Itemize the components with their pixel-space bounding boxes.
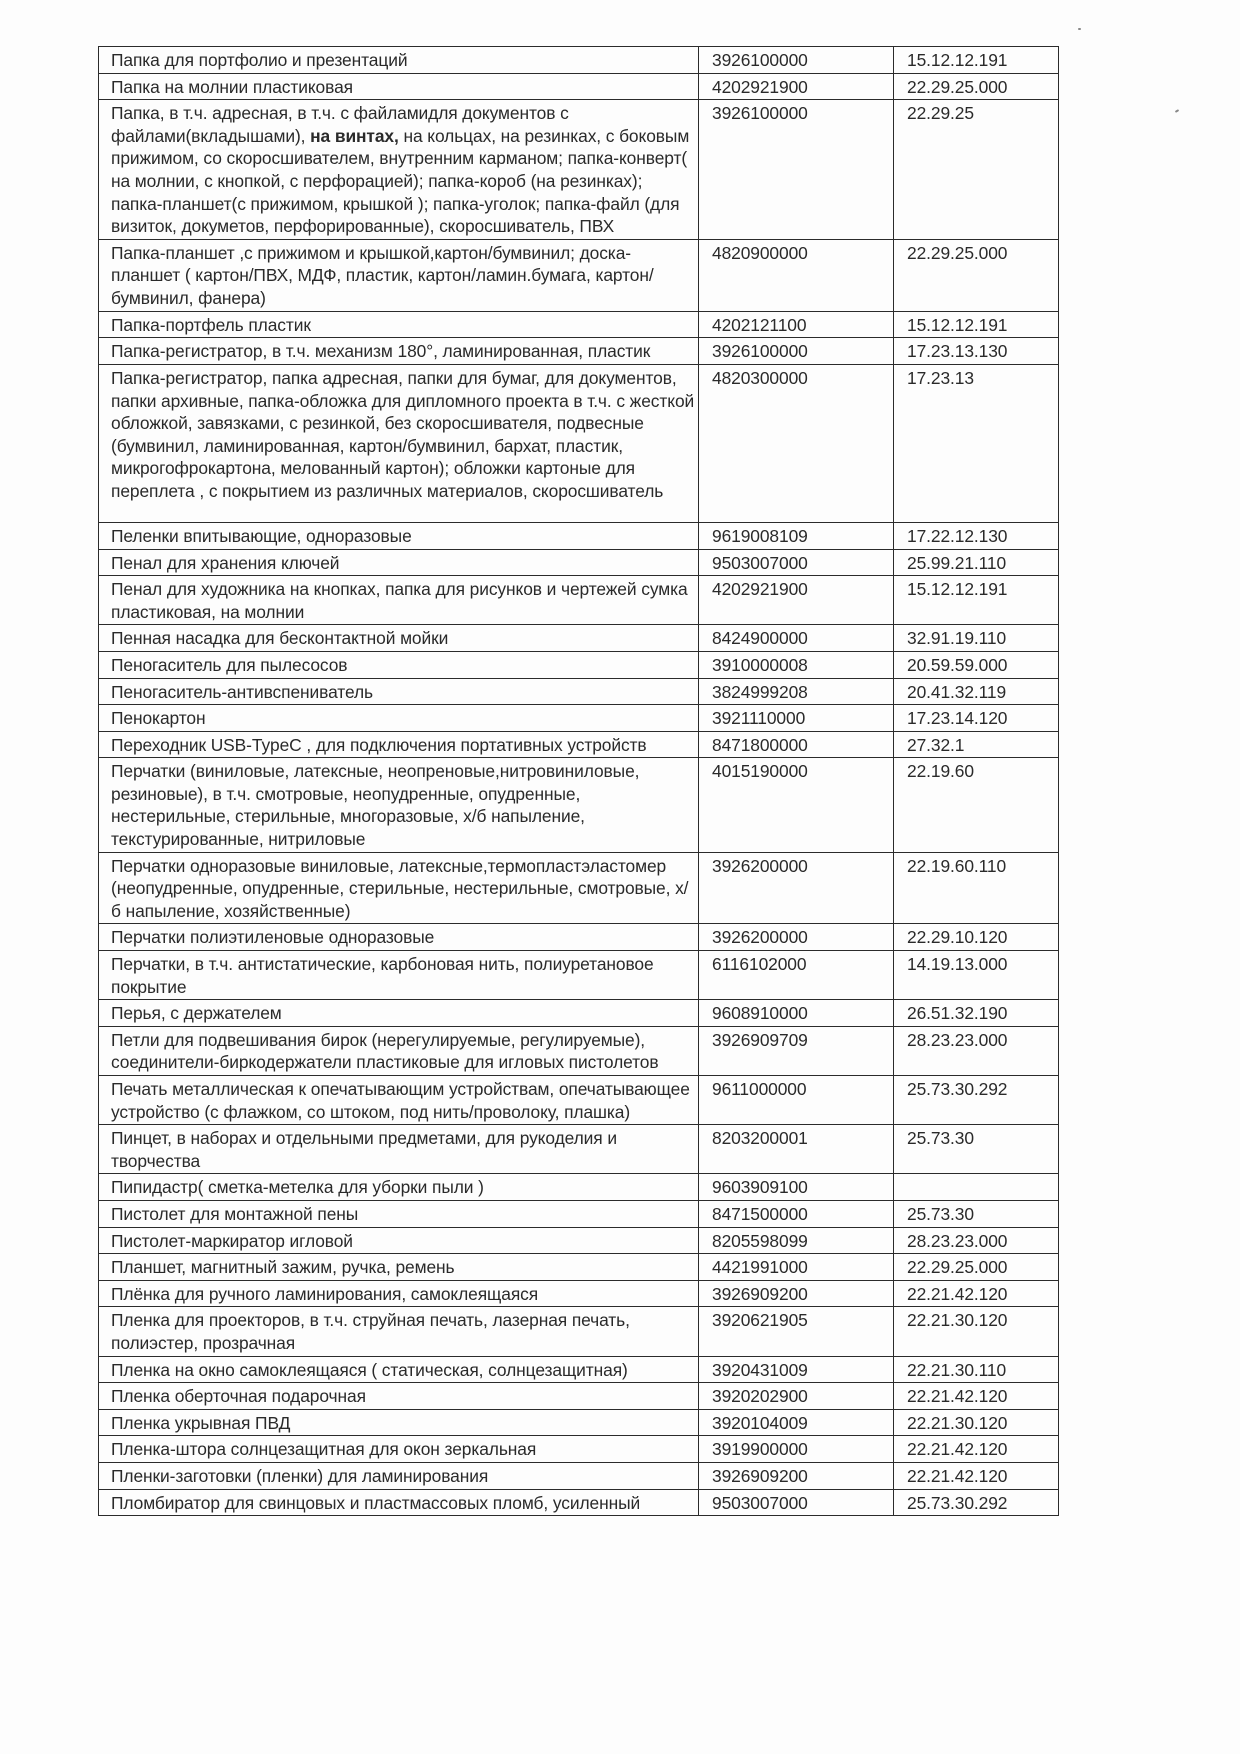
table-row (99, 852, 1059, 924)
tnved-code-cell: 9619008109 (699, 522, 894, 549)
okpd2-code-cell: 17.23.14.120 (894, 705, 1059, 732)
tnved-code-cell: 3920104009 (699, 1409, 894, 1436)
tnved-code-cell: 8203200001 (699, 1125, 894, 1174)
okpd2-code-cell: 15.12.12.191 (894, 311, 1059, 338)
okpd2-code-cell: 25.73.30.292 (894, 1076, 1059, 1125)
tnved-code-cell: 8471500000 (699, 1200, 894, 1227)
table-row (99, 951, 1059, 1000)
table-row (99, 239, 1059, 311)
tnved-code-cell: 9503007000 (699, 1489, 894, 1516)
item-name-cell: Пинцет, в наборах и отдельными предметами, для рукоделия и творчества (99, 1125, 699, 1174)
item-name-cell: Пеленки впитывающие, одноразовые (99, 522, 699, 549)
scan-speck (1078, 28, 1081, 30)
table-row (99, 1383, 1059, 1410)
okpd2-code-cell: 25.99.21.110 (894, 549, 1059, 576)
table-row (99, 1026, 1059, 1075)
goods-table-body (99, 47, 1059, 1516)
okpd2-code-cell: 22.21.30.120 (894, 1409, 1059, 1436)
okpd2-code-cell: 22.21.30.110 (894, 1356, 1059, 1383)
okpd2-code-cell: 22.29.25 (894, 100, 1059, 240)
item-name-cell: Пленка для проекторов, в т.ч. струйная печать, лазерная печать, полиэстер, прозрачная (99, 1307, 699, 1356)
tnved-code-cell: 8471800000 (699, 731, 894, 758)
tnved-code-cell: 3926100000 (699, 338, 894, 365)
table-row (99, 1125, 1059, 1174)
okpd2-code-cell: 32.91.19.110 (894, 625, 1059, 652)
item-name-cell: Пленка оберточная подарочная (99, 1383, 699, 1410)
tnved-code-cell: 4820900000 (699, 239, 894, 311)
item-name-cell: Папка-регистратор, папка адресная, папки для бумаг, для документов, папки архивные, папка-обложка для дипломного проекта в т.ч. с жесткой обложкой, завязками, с резинкой, без скоросшивателя, подвесные (бумвинил, ламинированная, картон/бумвинил, бархат, пластик, микрогофрокартона, мелованный картон); обложки картоные для переплета , с покрытием из различных материалов, скоросшиватель (99, 364, 699, 522)
item-name-cell: Папка-портфель пластик (99, 311, 699, 338)
okpd2-code-cell: 22.21.42.120 (894, 1383, 1059, 1410)
tnved-code-cell: 3926200000 (699, 924, 894, 951)
tnved-code-cell: 4202921900 (699, 576, 894, 625)
table-row (99, 1200, 1059, 1227)
okpd2-code-cell: 22.21.42.120 (894, 1462, 1059, 1489)
tnved-code-cell: 4202921900 (699, 73, 894, 100)
item-name-cell: Перья, с держателем (99, 1000, 699, 1027)
okpd2-code-cell: 22.29.25.000 (894, 1254, 1059, 1281)
item-name-cell: Пленки-заготовки (пленки) для ламинирования (99, 1462, 699, 1489)
tnved-code-cell: 3926909200 (699, 1462, 894, 1489)
item-name-cell: Пленка на окно самоклеящаяся ( статическая, солнцезащитная) (99, 1356, 699, 1383)
table-row (99, 364, 1059, 522)
table-row (99, 311, 1059, 338)
item-name-cell: Пенал для хранения ключей (99, 549, 699, 576)
item-name-cell: Пенал для художника на кнопках, папка для рисунков и чертежей сумка пластиковая, на молнии (99, 576, 699, 625)
table-row (99, 1307, 1059, 1356)
tnved-code-cell: 3920202900 (699, 1383, 894, 1410)
table-row (99, 651, 1059, 678)
item-name-cell: Папка на молнии пластиковая (99, 73, 699, 100)
okpd2-code-cell: 26.51.32.190 (894, 1000, 1059, 1027)
table-row (99, 1174, 1059, 1201)
okpd2-code-cell: 17.23.13.130 (894, 338, 1059, 365)
item-name-cell: Переходник USB-TypeC , для подключения портативных устройств (99, 731, 699, 758)
item-name-cell: Папка-регистратор, в т.ч. механизм 180°, ламинированная, пластик (99, 338, 699, 365)
okpd2-code-cell: 25.73.30 (894, 1125, 1059, 1174)
okpd2-code-cell: 17.23.13 (894, 364, 1059, 522)
table-row (99, 549, 1059, 576)
item-name-cell: Перчатки одноразовые виниловые, латексные,термопластэластомер (неопудренные, опудренные, стерильные, нестерильные, смотровые, х/б напыление, хозяйственные) (99, 852, 699, 924)
item-name-cell: Пленка-штора солнцезащитная для окон зеркальная (99, 1436, 699, 1463)
okpd2-code-cell: 22.21.42.120 (894, 1436, 1059, 1463)
tnved-code-cell: 3824999208 (699, 678, 894, 705)
okpd2-code-cell: 15.12.12.191 (894, 47, 1059, 74)
table-row (99, 1489, 1059, 1516)
table-row (99, 1356, 1059, 1383)
tnved-code-cell: 8205598099 (699, 1227, 894, 1254)
item-name-cell: Пипидастр( сметка-метелка для уборки пыли ) (99, 1174, 699, 1201)
table-row (99, 73, 1059, 100)
table-row (99, 1436, 1059, 1463)
okpd2-code-cell: 22.29.10.120 (894, 924, 1059, 951)
tnved-code-cell: 9603909100 (699, 1174, 894, 1201)
okpd2-code-cell: 14.19.13.000 (894, 951, 1059, 1000)
table-row (99, 1000, 1059, 1027)
item-name-cell: Пенная насадка для бесконтактной мойки (99, 625, 699, 652)
okpd2-code-cell: 22.19.60.110 (894, 852, 1059, 924)
okpd2-code-cell: 25.73.30.292 (894, 1489, 1059, 1516)
okpd2-code-cell: 27.32.1 (894, 731, 1059, 758)
okpd2-code-cell: 28.23.23.000 (894, 1026, 1059, 1075)
item-name-cell: Пломбиратор для свинцовых и пластмассовых пломб, усиленный (99, 1489, 699, 1516)
tnved-code-cell: 3920431009 (699, 1356, 894, 1383)
tnved-code-cell: 3919900000 (699, 1436, 894, 1463)
text-fragment: Папка, в т.ч. адресная, в т.ч. с файламидля документов с файлами(вкладышами), (111, 103, 569, 146)
tnved-code-cell: 3926909709 (699, 1026, 894, 1075)
tnved-code-cell: 3926909200 (699, 1280, 894, 1307)
okpd2-code-cell: 22.21.30.120 (894, 1307, 1059, 1356)
okpd2-code-cell: 22.29.25.000 (894, 239, 1059, 311)
table-row (99, 1462, 1059, 1489)
okpd2-code-cell: 20.59.59.000 (894, 651, 1059, 678)
table-row (99, 522, 1059, 549)
tnved-code-cell: 3920621905 (699, 1307, 894, 1356)
tnved-code-cell: 4421991000 (699, 1254, 894, 1281)
table-row (99, 1280, 1059, 1307)
tnved-code-cell: 3926100000 (699, 47, 894, 74)
okpd2-code-cell: 15.12.12.191 (894, 576, 1059, 625)
item-name-cell: Пистолет для монтажной пены (99, 1200, 699, 1227)
tnved-code-cell: 3910000008 (699, 651, 894, 678)
item-name-cell: Печать металлическая к опечатывающим устройствам, опечатывающее устройство (с флажком, со штоком, под нить/проволоку, плашка) (99, 1076, 699, 1125)
table-row (99, 731, 1059, 758)
item-name-cell: Пеногаситель-антивспениватель (99, 678, 699, 705)
table-row (99, 758, 1059, 852)
item-name-cell: Пенокартон (99, 705, 699, 732)
bold-fragment: на винтах, (310, 125, 399, 146)
tnved-code-cell: 4202121100 (699, 311, 894, 338)
table-row (99, 1076, 1059, 1125)
tnved-code-cell: 3921110000 (699, 705, 894, 732)
tnved-code-cell: 3926200000 (699, 852, 894, 924)
table-row (99, 924, 1059, 951)
item-name-cell: Перчатки полиэтиленовые одноразовые (99, 924, 699, 951)
tnved-code-cell: 4015190000 (699, 758, 894, 852)
table-row (99, 1227, 1059, 1254)
table-row (99, 1409, 1059, 1436)
tnved-code-cell: 9611000000 (699, 1076, 894, 1125)
goods-table (98, 46, 1059, 1516)
okpd2-code-cell: 22.21.42.120 (894, 1280, 1059, 1307)
item-name-cell: Плёнка для ручного ламинирования, самоклеящаяся (99, 1280, 699, 1307)
okpd2-code-cell: 25.73.30 (894, 1200, 1059, 1227)
tnved-code-cell: 9503007000 (699, 549, 894, 576)
item-name-cell: Папка для портфолио и презентаций (99, 47, 699, 74)
item-name-cell: Пистолет-маркиратор игловой (99, 1227, 699, 1254)
table-row (99, 678, 1059, 705)
okpd2-code-cell: 17.22.12.130 (894, 522, 1059, 549)
text-fragment: на кольцах, на резинках, с боковым прижимом, со скоросшивателем, внутренним карманом; папка-конверт( на молнии, с кнопкой, с перфорацией); папка-короб (на резинках); папка-планшет(с прижимом, крышкой ); папка-уголок; папка-файл (для визиток, докуметов, перфорированные), скоросшиватель, ПВХ (111, 125, 690, 237)
table-row (99, 576, 1059, 625)
item-name-cell: Петли для подвешивания бирок (нерегулируемые, регулируемые), соединители-биркодержатели пластиковые для игловых пистолетов (99, 1026, 699, 1075)
item-name-cell (99, 100, 699, 240)
tnved-code-cell: 4820300000 (699, 364, 894, 522)
okpd2-code-cell: 28.23.23.000 (894, 1227, 1059, 1254)
tnved-code-cell: 3926100000 (699, 100, 894, 240)
item-name-cell: Пеногаситель для пылесосов (99, 651, 699, 678)
table-row (99, 1254, 1059, 1281)
okpd2-code-cell: 22.19.60 (894, 758, 1059, 852)
tnved-code-cell: 6116102000 (699, 951, 894, 1000)
okpd2-code-cell (894, 1174, 1059, 1201)
item-name-cell: Перчатки (виниловые, латексные, неопреновые,нитровиниловые, резиновые), в т.ч. смотровые, неопудренные, опудренные, нестерильные, стерильные, многоразовые, х/б напыление, текстурированные, нитриловые (99, 758, 699, 852)
scan-speck (1175, 109, 1179, 113)
table-row (99, 705, 1059, 732)
table-row (99, 338, 1059, 365)
table-row (99, 100, 1059, 240)
okpd2-code-cell: 22.29.25.000 (894, 73, 1059, 100)
tnved-code-cell: 9608910000 (699, 1000, 894, 1027)
table-row (99, 625, 1059, 652)
item-name-cell: Планшет, магнитный зажим, ручка, ремень (99, 1254, 699, 1281)
tnved-code-cell: 8424900000 (699, 625, 894, 652)
table-row (99, 47, 1059, 74)
item-name-cell: Пленка укрывная ПВД (99, 1409, 699, 1436)
item-name-cell: Перчатки, в т.ч. антистатические, карбоновая нить, полиуретановое покрытие (99, 951, 699, 1000)
okpd2-code-cell: 20.41.32.119 (894, 678, 1059, 705)
item-name-cell: Папка-планшет ,с прижимом и крышкой,картон/бумвинил; доска-планшет ( картон/ПВХ, МДФ, пластик, картон/ламин.бумага, картон/бумвинил, фанера) (99, 239, 699, 311)
